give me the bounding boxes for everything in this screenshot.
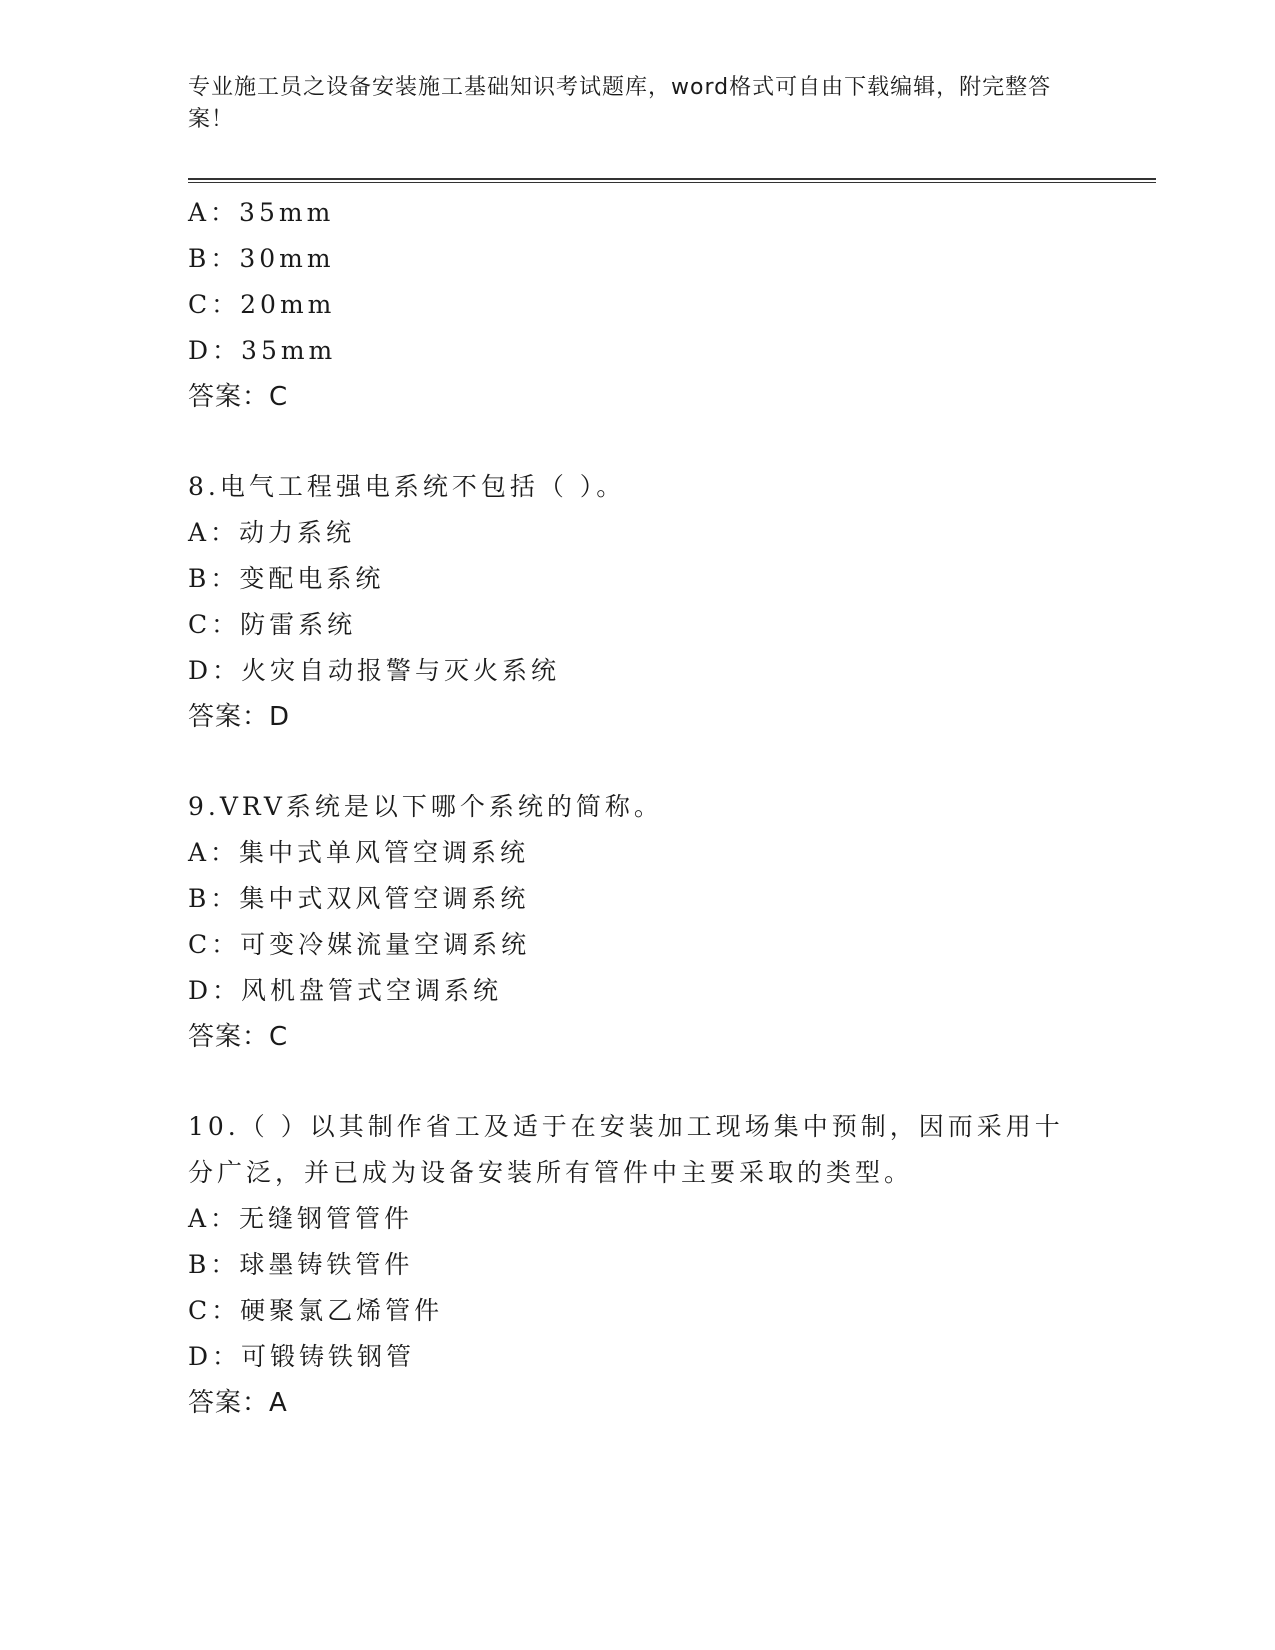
spacer: [188, 1060, 1088, 1104]
option-c: C：防雷系统: [188, 610, 357, 639]
spacer: [188, 420, 1088, 464]
question-stem: 9.VRV系统是以下哪个系统的简称。: [188, 792, 663, 821]
answer-line: 答案：C: [188, 382, 289, 412]
option-c: C：可变冷媒流量空调系统: [188, 930, 531, 959]
question-stem: 10.（ ）以其制作省工及适于在安装加工现场集中预制，因而采用十分广泛，并已成为设备安装所有管件中主要采取的类型。: [188, 1112, 1064, 1187]
question-block-9: [188, 784, 1088, 1060]
question-list: [188, 190, 1088, 1426]
answer-line: 答案：A: [188, 1388, 288, 1418]
option-a: A：35mm: [188, 198, 335, 227]
option-d: D：35mm: [188, 336, 337, 365]
option-d: D：可锻铸铁钢管: [188, 1342, 416, 1371]
document-header-title: 专业施工员之设备安装施工基础知识考试题库，word格式可自由下载编辑，附完整答案！: [188, 75, 1052, 132]
question-block-prev: [188, 190, 1088, 420]
question-stem: 8.电气工程强电系统不包括（ ）。: [188, 472, 626, 501]
option-b: B：集中式双风管空调系统: [188, 884, 530, 913]
option-b: B：变配电系统: [188, 564, 385, 593]
option-c: C：硬聚氯乙烯管件: [188, 1296, 444, 1325]
header-divider: [188, 178, 1156, 183]
option-c: C：20mm: [188, 290, 336, 319]
option-a: A：集中式单风管空调系统: [188, 838, 530, 867]
question-block-10: [188, 1104, 1088, 1426]
option-b: B：30mm: [188, 244, 335, 273]
option-a: A：动力系统: [188, 518, 356, 547]
option-b: B：球墨铸铁管件: [188, 1250, 414, 1279]
question-block-8: [188, 464, 1088, 740]
answer-line: 答案：C: [188, 1022, 289, 1052]
option-d: D：风机盘管式空调系统: [188, 976, 503, 1005]
spacer: [188, 740, 1088, 784]
answer-line: 答案：D: [188, 702, 291, 732]
option-d: D：火灾自动报警与灭火系统: [188, 656, 561, 685]
option-a: A：无缝钢管管件: [188, 1204, 414, 1233]
